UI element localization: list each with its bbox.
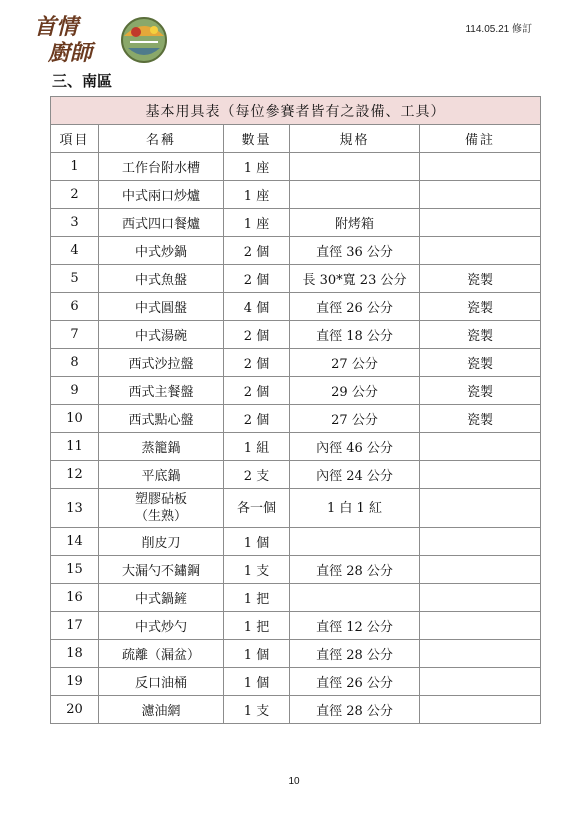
cell-no: 1 [51,153,99,181]
cell-note [420,556,541,584]
table-row [51,293,541,321]
cell-no: 4 [51,237,99,265]
cell-name: 西式四口餐爐 [99,209,224,237]
cell-name: 中式圓盤 [99,293,224,321]
cell-name: 中式鍋鏟 [99,584,224,612]
cell-qty: 2 個 [224,349,290,377]
cell-note: 瓷製 [420,377,541,405]
cell-qty: 2 支 [224,461,290,489]
equipment-table [50,96,541,724]
cell-qty: 各一個 [224,489,290,528]
cell-qty: 2 個 [224,405,290,433]
table-row [51,237,541,265]
cell-name: 濾油網 [99,696,224,724]
cell-name: 中式炒勺 [99,612,224,640]
table-row [51,433,541,461]
column-header-note: 備註 [420,125,541,153]
cell-note [420,612,541,640]
cell-note [420,528,541,556]
cell-no: 2 [51,181,99,209]
cell-note: 瓷製 [420,321,541,349]
cell-qty: 1 組 [224,433,290,461]
cell-no: 6 [51,293,99,321]
cell-no: 5 [51,265,99,293]
cell-note [420,696,541,724]
table-row [51,153,541,181]
cell-name: 削皮刀 [99,528,224,556]
cell-qty: 2 個 [224,265,290,293]
cell-qty: 2 個 [224,321,290,349]
cell-name: 蒸籠鍋 [99,433,224,461]
table-row [51,489,541,528]
cell-spec: 內徑 24 公分 [290,461,420,489]
table-title-row [51,97,541,125]
cell-name: 反口油桶 [99,668,224,696]
cell-qty: 1 把 [224,584,290,612]
cell-qty: 4 個 [224,293,290,321]
cell-note [420,209,541,237]
cell-no: 16 [51,584,99,612]
table-title: 基本用具表（每位參賽者皆有之設備、工具） [51,97,541,125]
cell-note [420,584,541,612]
cell-qty: 1 支 [224,556,290,584]
cell-name: 中式湯碗 [99,321,224,349]
column-header-no: 項目 [51,125,99,153]
table-body [51,153,541,724]
brand-logo [32,14,172,72]
column-header-name: 名稱 [99,125,224,153]
cell-note [420,237,541,265]
page-number: 10 [288,776,300,787]
cell-qty: 1 座 [224,209,290,237]
section-title: 三、南區 [52,72,113,90]
cell-note [420,489,541,528]
cell-spec: 27 公分 [290,349,420,377]
cell-name: 中式炒鍋 [99,237,224,265]
table-header-row [51,125,541,153]
cell-name: 大漏勺不鏽鋼 [99,556,224,584]
cell-note [420,153,541,181]
cell-name-line2: （生熟） [134,509,187,524]
cell-spec: 1 白 1 紅 [290,489,420,528]
cell-no: 3 [51,209,99,237]
cell-spec: 直徑 26 公分 [290,668,420,696]
cell-no: 14 [51,528,99,556]
table-row [51,265,541,293]
cell-spec: 29 公分 [290,377,420,405]
cell-note: 瓷製 [420,265,541,293]
cell-name: 工作台附水槽 [99,153,224,181]
table-row [51,181,541,209]
column-header-qty: 數量 [224,125,290,153]
cell-spec [290,153,420,181]
table-row [51,696,541,724]
cell-note [420,181,541,209]
cell-no: 11 [51,433,99,461]
cell-qty: 2 個 [224,237,290,265]
cell-note [420,640,541,668]
cell-note [420,433,541,461]
cell-no: 18 [51,640,99,668]
cell-no: 8 [51,349,99,377]
cell-qty: 1 個 [224,640,290,668]
cell-no: 17 [51,612,99,640]
cell-no: 9 [51,377,99,405]
cell-spec: 直徑 36 公分 [290,237,420,265]
table-row [51,405,541,433]
table-row [51,377,541,405]
table-row [51,640,541,668]
cell-name: 西式沙拉盤 [99,349,224,377]
table-row [51,321,541,349]
cell-name: 疏離（漏盆） [99,640,224,668]
cell-note: 瓷製 [420,405,541,433]
cell-spec: 直徑 18 公分 [290,321,420,349]
cell-note [420,461,541,489]
table-row [51,461,541,489]
cell-qty: 1 座 [224,153,290,181]
cell-no: 13 [51,489,99,528]
cell-spec: 附烤箱 [290,209,420,237]
cell-spec: 27 公分 [290,405,420,433]
cell-no: 7 [51,321,99,349]
cell-qty: 1 把 [224,612,290,640]
cell-spec: 直徑 28 公分 [290,696,420,724]
cell-name: 平底鍋 [99,461,224,489]
cell-name [99,489,224,528]
cell-no: 12 [51,461,99,489]
logo-text-line1: 首情 [34,14,79,40]
cell-note [420,668,541,696]
cell-qty: 2 個 [224,377,290,405]
table-row [51,668,541,696]
cell-spec [290,584,420,612]
column-header-spec: 規格 [290,125,420,153]
cell-name: 西式點心盤 [99,405,224,433]
revision-date: 114.05.21 修訂 [465,24,532,35]
cell-spec: 長 30*寬 23 公分 [290,265,420,293]
cell-qty: 1 個 [224,528,290,556]
cell-name: 西式主餐盤 [99,377,224,405]
cell-no: 10 [51,405,99,433]
cell-qty: 1 支 [224,696,290,724]
cell-name-line1: 塑膠砧板 [134,492,187,507]
cell-qty: 1 個 [224,668,290,696]
cell-no: 19 [51,668,99,696]
cell-note: 瓷製 [420,293,541,321]
cell-name: 中式兩口炒爐 [99,181,224,209]
table-row [51,209,541,237]
table-row [51,349,541,377]
cell-spec [290,528,420,556]
cell-note: 瓷製 [420,349,541,377]
cell-spec: 直徑 12 公分 [290,612,420,640]
table-row [51,556,541,584]
cell-name: 中式魚盤 [99,265,224,293]
table-row [51,528,541,556]
logo-text-line2: 廚師 [48,40,93,66]
cell-qty: 1 座 [224,181,290,209]
table-row [51,612,541,640]
cell-spec: 內徑 46 公分 [290,433,420,461]
table-row [51,584,541,612]
cell-no: 20 [51,696,99,724]
cell-spec: 直徑 26 公分 [290,293,420,321]
cell-spec: 直徑 28 公分 [290,556,420,584]
cell-no: 15 [51,556,99,584]
cell-spec: 直徑 28 公分 [290,640,420,668]
cell-spec [290,181,420,209]
